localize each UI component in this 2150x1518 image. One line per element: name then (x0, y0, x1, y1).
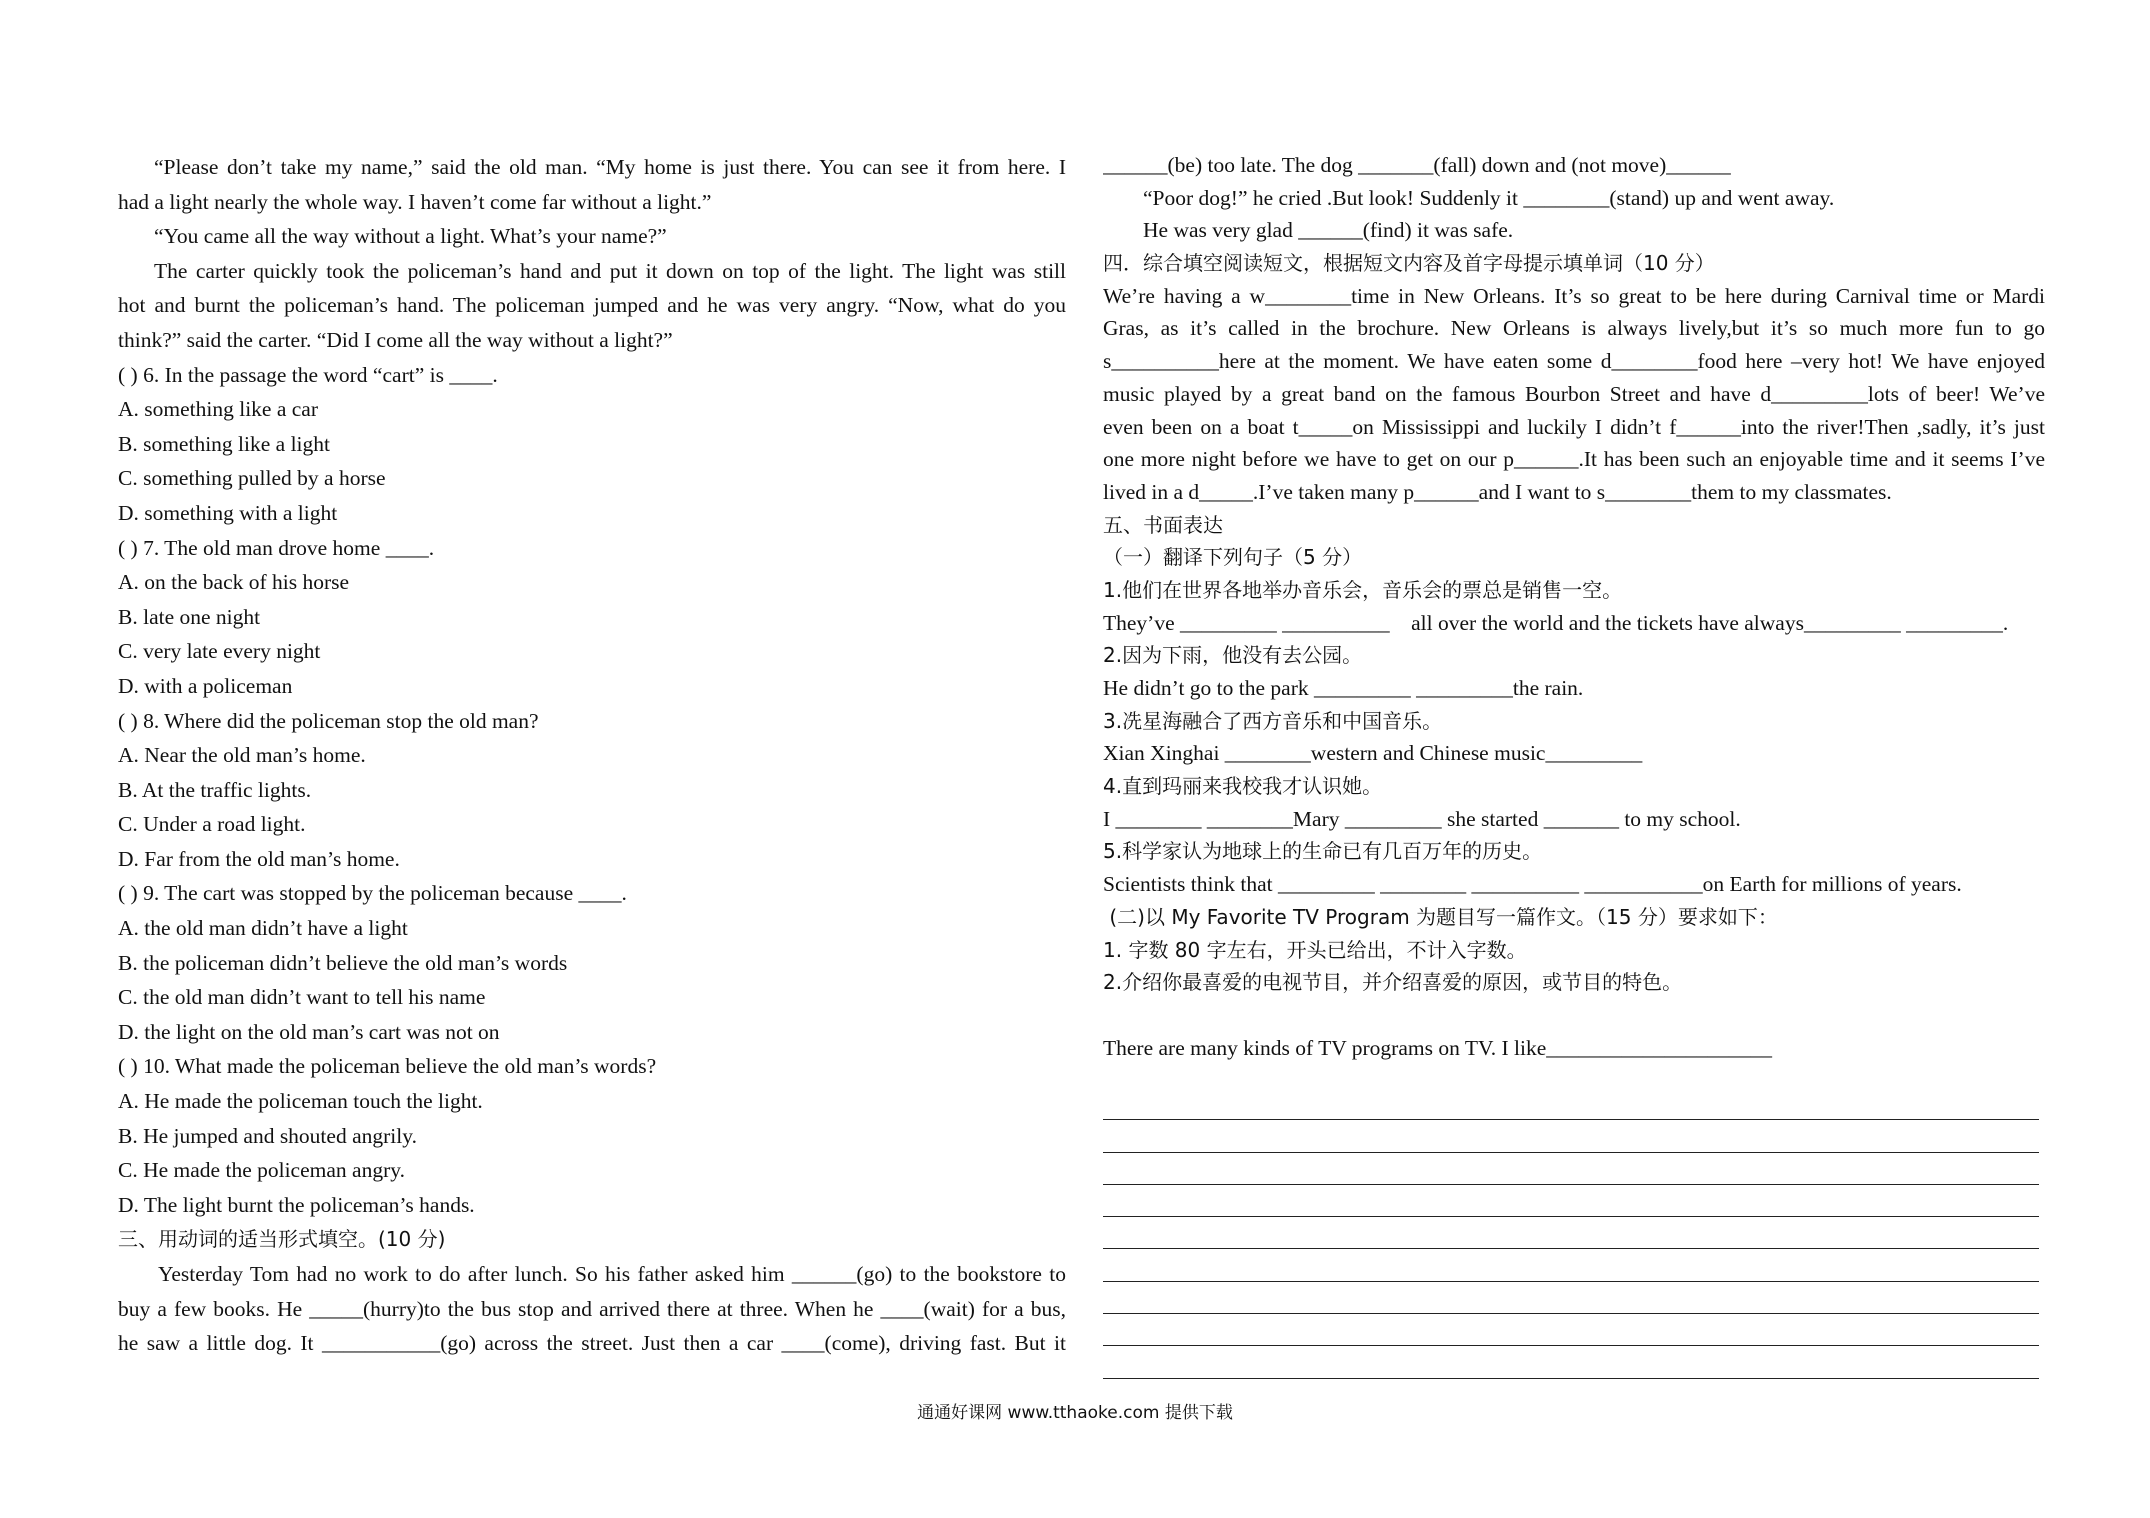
text-line: ( ) 6. In the passage the word “cart” is ____. (118, 362, 498, 387)
text-line: A. the old man didn’t have a light (118, 916, 408, 941)
text-line: music played by a great band on the famous Bourbon Street and have d_________lots of beer! We’ve (1103, 381, 2045, 406)
left-column (118, 150, 1066, 1361)
page-footer: 通通好课网 www.tthaoke.com 提供下载 (917, 1403, 1233, 1423)
text-line: （一）翻译下列句子（5 分） (1103, 545, 1363, 570)
text-line: 三、用动词的适当形式填空。(10 分) (118, 1227, 446, 1252)
text-line: D. The light burnt the policeman’s hands. (118, 1192, 475, 1217)
text-line: He didn’t go to the park _________ _________the rain. (1103, 676, 1584, 700)
writing-line (1103, 1088, 2039, 1120)
text-line: ( ) 10. What made the policeman believe the old man’s words? (118, 1054, 657, 1079)
writing-line (1103, 1217, 2039, 1249)
text-line: B. He jumped and shouted angrily. (118, 1123, 417, 1148)
text-line: A. Near the old man’s home. (118, 743, 366, 768)
text-line: C. Under a road light. (118, 812, 306, 837)
text-line: D. something with a light (118, 500, 338, 525)
text-line: 1. 字数 80 字左右，开头已给出，不计入字数。 (1103, 937, 1527, 962)
text-line: s__________here at the moment. We have eaten some d________food here –very hot! We have enjoyed (1103, 349, 2045, 374)
text-line: one more night before we have to get on our p______.It has been such an enjoyable time and it seems I’ve (1103, 447, 2045, 472)
text-line: A. He made the policeman touch the light. (118, 1089, 483, 1114)
writing-line (1103, 1346, 2039, 1378)
text-line: ( ) 8. Where did the policeman stop the old man? (118, 708, 539, 733)
text-line: Yesterday Tom had no work to do after lunch. So his father asked him ______(go) to the bookstore to (158, 1262, 1066, 1286)
writing-line (1103, 1185, 2039, 1217)
text-line: (二)以 My Favorite TV Program 为题目写一篇作文。（15 分）要求如下： (1103, 904, 1778, 929)
text-line: The carter quickly took the policeman’s hand and put it down on top of the light. The light was still (154, 258, 1066, 283)
text-line: even been on a boat t_____on Mississippi and luckily I didn’t f______into the river!Then ,sadly, it’s just (1103, 414, 2045, 439)
text-line: Gras, as it’s called in the brochure. New Orleans is always lively,but it’s so much more fun to go (1103, 316, 2045, 341)
text-line: lived in a d_____.I’ve taken many p______and I want to s________them to my classmates. (1103, 479, 1892, 504)
text-line: think?” said the carter. “Did I come all the way without a light?” (118, 327, 673, 352)
right-column (1103, 149, 2045, 1064)
writing-line (1103, 1249, 2039, 1281)
text-line: “Poor dog!” he cried .But look! Suddenly it ________(stand) up and went away. (1143, 185, 1835, 210)
text-line: had a light nearly the whole way. I haven’t come far without a light.” (118, 189, 712, 214)
text-line: C. the old man didn’t want to tell his name (118, 985, 486, 1010)
text-line: C. very late every night (118, 639, 321, 664)
text-line: Xian Xinghai ________western and Chinese music_________ (1103, 741, 1643, 766)
text-line: A. on the back of his horse (118, 570, 350, 595)
text-line (1103, 999, 2045, 1032)
text-line: D. with a policeman (118, 673, 293, 698)
text-line: B. At the traffic lights. (118, 777, 312, 802)
text-line: 4.直到玛丽来我校我才认识她。 (1103, 774, 1383, 799)
text-line: 1.他们在世界各地举办音乐会，音乐会的票总是销售一空。 (1103, 577, 1623, 602)
text-line: He was very glad ______(find) it was safe. (1143, 218, 1514, 243)
text-line: 四．综合填空阅读短文，根据短文内容及首字母提示填单词（10 分） (1103, 251, 1715, 276)
text-line: B. something like a light (118, 431, 330, 456)
text-line: A. something like a car (118, 397, 319, 422)
text-line: D. Far from the old man’s home. (118, 846, 400, 871)
text-line: buy a few books. He _____(hurry)to the bus stop and arrived there at three. When he ____(wait) for a bus, (118, 1296, 1066, 1321)
text-line: I ________ ________Mary _________ she started _______ to my school. (1103, 806, 1741, 831)
text-line: Scientists think that _________ ________ __________ ___________on Earth for millions of years. (1103, 872, 1962, 897)
text-line: 五、书面表达 (1103, 512, 1223, 537)
text-line: B. the policeman didn’t believe the old man’s words (118, 950, 568, 975)
text-line: D. the light on the old man’s cart was not on (118, 1019, 500, 1044)
text-line: hot and burnt the policeman’s hand. The policeman jumped and he was very angry. “Now, what do you (118, 293, 1066, 318)
text-line: “Please don’t take my name,” said the old man. “My home is just there. You can see it from here. I (154, 155, 1066, 179)
writing-line (1103, 1120, 2039, 1152)
text-line: C. He made the policeman angry. (118, 1158, 405, 1183)
text-line: “You came all the way without a light. What’s your name?” (154, 224, 667, 249)
text-line: 5.科学家认为地球上的生命已有几百万年的历史。 (1103, 839, 1543, 864)
text-line: C. something pulled by a horse (118, 466, 386, 491)
text-line: B. late one night (118, 604, 261, 629)
text-line: They’ve _________ __________ all over the world and the tickets have always_________ _________. (1103, 610, 2009, 635)
text-line: ( ) 7. The old man drove home ____. (118, 535, 435, 560)
text-line: 2.介绍你最喜爱的电视节目，并介绍喜爱的原因，或节目的特色。 (1103, 970, 1683, 995)
writing-line (1103, 1314, 2039, 1346)
text-line: ______(be) too late. The dog _______(fall) down and (not move)______ (1103, 153, 1731, 177)
text-line: he saw a little dog. It ___________(go) across the street. Just then a car ____(come), driving fast. But it (118, 1331, 1066, 1356)
text-line: 2.因为下雨，他没有去公园。 (1103, 643, 1363, 668)
text-line: We’re having a w________time in New Orleans. It’s so great to be here during Carnival time or Mardi (1103, 283, 2045, 308)
composition-writing-lines (1103, 1088, 2039, 1379)
writing-line (1103, 1282, 2039, 1314)
text-line: ( ) 9. The cart was stopped by the policeman because ____. (118, 881, 627, 906)
writing-line (1103, 1153, 2039, 1185)
text-line: 3.冼星海融合了西方音乐和中国音乐。 (1103, 708, 1443, 733)
text-line: There are many kinds of TV programs on TV. I like_____________________ (1103, 1035, 1772, 1060)
